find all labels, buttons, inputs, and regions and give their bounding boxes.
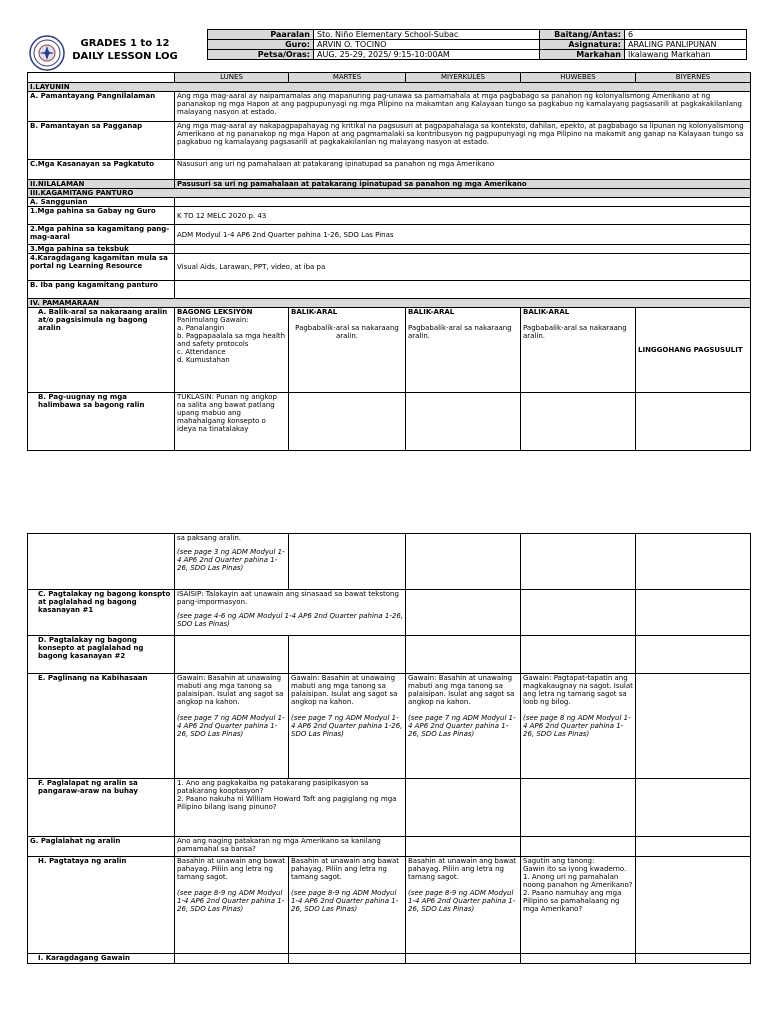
day-header-lunes: LUNES [175,73,289,83]
label-pamantayang-pangnilalaman: A. Pamantayang Pangnilalaman [28,92,175,122]
text-kasanayan: Nasusuri ang uri ng pamahalaan at patakarang ipinatupad sa panahon ng mga Amerikano [175,160,751,180]
section-kagamitan: III.KAGAMITANG PANTURO [28,189,751,198]
quarter-value: Ikalawang Markahan [625,50,747,60]
label-pagtataya: H. Pagtataya ng aralin [28,857,175,954]
lingguhang-pagsusulit: LINGGOHANG PAGSUSULIT [636,308,751,393]
school-value: Sto. Niño Elementary School-Subac [314,30,540,40]
gawain-text: Gawain: Basahin at unawaing mabuti ang mga tanong sa palaisipan. Isulat ang sagot sa angkop na kahon. [408,674,515,706]
gawain-ref: (see page 7 ng ADM Modyul 1-4 AP6 2nd Quarter pahina 1-26, SDO Las Pinas) [291,714,403,738]
sagutin-text: Sagutin ang tanong: Gawin ito sa iyong kwaderno. 1. Anong uri ng pamahalan noong panahon ng Amerikano? 2. Paano namuhay ang mga Pilipino sa pamahalaang ng mga Amerikano? [521,857,636,954]
cell-miyerkules-a [406,308,521,393]
pagtataya-ref: (see page 8-9 ng ADM Modyul 1-4 AP6 2nd Quarter pahina 1-26, SDO Las Pinas) [408,889,516,913]
cell-isaisip [175,590,406,636]
grade-label: Baitang/Antas: [540,30,625,40]
text-kagamitang-pang-mag-aaral: ADM Modyul 1-4 AP6 2nd Quarter pahina 1-26, SDO Las Pinas [175,225,751,245]
pagtapat-ref: (see page 8 ng ADM Modyul 1-4 AP6 2nd Quarter pahina 1-26, SDO Las Pinas) [523,714,631,738]
pagtataya-text: Basahin at unawain ang bawat pahayag. Piliin ang letra ng tamang sagot. [177,857,286,881]
gawain-ref: (see page 7 ng ADM Modyul 1-4 AP6 2nd Quarter pahina 1-26, SDO Las Pinas) [177,714,285,738]
gawain-text: Gawain: Basahin at unawaing mabuti ang mga tanong sa palaisipan. Isulat ang sagot sa angkop na kahon. [291,674,398,706]
label-iba-pang-kagamitan: B. Iba pang kagamitang panturo [28,281,175,299]
lesson-log-table-page2 [27,533,751,964]
section-layunin: I.LAYUNIN [28,83,751,92]
paglalapat-text: 1. Ano ang pagkakaiba ng patakarang pasipikasyon sa patakarang kooptasyon? 2. Paano nakuha ni William Howard Taft ang pagiglang ng mga Pilipino bilang isang pinuno? [175,779,406,837]
bagong-leksiyon-title: BAGONG LEKSIYON [177,308,253,316]
label-paglalapat: F. Paglalapat ng aralin sa pangaraw-araw na buhay [28,779,175,837]
cell-miyerkules-e [406,674,521,779]
text-gabay-ng-guro: K TO 12 MELC 2020 p. 43 [175,207,751,225]
label-kagamitang-pang-mag-aaral: 2.Mga pahina sa kagamitang pang-mag-aaral [28,225,175,245]
section-pamamaraan: IV. PAMAMARAAN [28,299,751,308]
tuklasin-cont-text: sa paksang aralin. [177,534,241,542]
pagtataya-ref: (see page 8-9 ng ADM Modyul 1-4 AP6 2nd Quarter pahina 1-26, SDO Las Pinas) [291,889,399,913]
text-nilalaman: Pasusuri sa uri ng pamahalaan at patakarang ipinatupad sa panahon ng mga Amerikano [175,180,751,189]
subject-label: Asignatura: [540,40,625,50]
subject-value: ARALING PANLIPUNAN [625,40,747,50]
label-pag-uugnay: B. Pag-uugnay ng mga halimbawa sa bagong ralin [28,393,175,451]
text-pamantayang-pangnilalaman: Ang mga mag-aaral ay naipamamalas ang mapanuring pag-unawa sa pamamahala at mga pagbabago sa panahon ng kolonyalismong Amerikano at ng pananakop ng mga Hapon at ang pagpupunyagi ng mga Pilipino na makamtan ang Kalayaan tungo sa pagkabuo ng kamalayang pagsasarili at pagkakakilanlang malayang nasyon at estado. [175,92,751,122]
cell-huwebes-e [521,674,636,779]
label-pamantayan-sa-pagganap: B. Pamantayan sa Pagganap [28,122,175,160]
cell-martes-a [289,308,406,393]
label-paglinang: E. Paglinang na Kabihasaan [28,674,175,779]
section-nilalaman: II.NILALAMAN [28,180,175,189]
cell-miyerkules-h [406,857,521,954]
date-value: AUG. 25-29, 2025/ 9:15-10:00AM [314,50,540,60]
text-pamantayan-sa-pagganap: Ang mga mag-aaral ay nakapagpapahayag ng kritikal na pagsusuri at pagpapahalaga sa konteksto, dahilan, epekto, at pagbabago sa lipunan ng kolonyalismong Amerikano at ng pananakop ng mga Hapon at ang pagmamalaki sa kontribusyon ng pagpupunyagi ng mga Pilipino na makamit ang ganap na Kalayaan tungo sa pagkabuo ng kamalayang pagsasarili at pagkakakilanlan ng malayang nasyon at estado. [175,122,751,160]
cell-huwebes-a [521,308,636,393]
label-karagdagang-gawain: I. Karagdagang Gawain [28,954,175,964]
label-pagtalakay-1: C. Pagtalakay ng bagong konspto at paglalahad ng bagong kasanayan #1 [28,590,175,636]
balik-aral-text: Pagbabalik-aral sa nakaraang aralin. [295,324,399,340]
lesson-log-table-page1 [27,72,751,451]
cell-lunes-e [175,674,289,779]
pagtapat-text: Gawain: Pagtapat-tapatin ang magkakaugnay na sagot. Isulat ang letra ng tamang sagot sa loob ng bilog. [523,674,633,706]
text-learning-resource: Visual Aids, Larawan, PPT, video, at iba pa [175,254,751,281]
balik-aral-text: Pagbabalik-aral sa nakaraang aralin. [408,324,512,340]
balik-aral-text: Pagbabalik-aral sa nakaraang aralin. [523,324,627,340]
cell-lunes-a [175,308,289,393]
label-balik-aral: A. Balik-aral sa nakaraang aralin at/o pagsisimula ng bagong aralin [28,308,175,393]
tuklasin-ref: (see page 3 ng ADM Modyul 1-4 AP6 2nd Quarter pahina 1-26, SDO Las Pinas) [177,548,285,572]
cell-martes-e [289,674,406,779]
label-learning-resource: 4.Karagdagang kagamitan mula sa portal ng Learning Resource [28,254,175,281]
paglalahat-text: Ano ang naging patakaran ng mga Amerikano sa kanilang pamamahal sa bansa? [175,837,406,857]
isaisip-text: ISAISIP: Talakayin aat unawain ang sinasaad sa bawat tekstong pang-impormasyon. [177,590,399,606]
cell-martes-h [289,857,406,954]
day-header-huwebes: HUWEBES [521,73,636,83]
label-teksbuk: 3.Mga pahina sa teksbuk [28,245,175,254]
pagtataya-ref: (see page 8-9 ng ADM Modyul 1-4 AP6 2nd Quarter pahina 1-26, SDO Las Pinas) [177,889,285,913]
label-pagtalakay-2: D. Pagtalakay ng bagong konsepto at paglalahad ng bagong kasanayan #2 [28,636,175,674]
panimulang-gawain-text: Panimulang Gawain: a. Panalangin b. Pagpapaalala sa mga health and safety protocols c. Attendance d. Kumustahan [177,316,286,364]
day-header-martes: MARTES [289,73,406,83]
gawain-ref: (see page 7 ng ADM Modyul 1-4 AP6 2nd Quarter pahina 1-26, SDO Las Pinas) [408,714,516,738]
label-sanggunian: A. Sanggunian [28,198,175,207]
quarter-label: Markahan [540,50,625,60]
teacher-label: Guro: [208,40,314,50]
pagtataya-text: Basahin at unawain ang bawat pahayag. Piliin ang letra ng tamang sagot. [291,857,400,881]
label-kasanayan: C.Mga Kasanayan sa Pagkatuto [28,160,175,180]
balik-aral-title: BALIK-ARAL [291,308,338,316]
isaisip-ref: (see page 4-6 ng ADM Modyul 1-4 AP6 2nd Quarter pahina 1-26, SDO Las Pinas) [177,612,403,628]
date-label: Petsa/Oras: [208,50,314,60]
tuklasin-text: TUKLASIN: Punan ng angkop na salita ang bawat patlang upang mabuo ang mahahalgang konsepto o ideya na tinatalakay [175,393,289,451]
balik-aral-title: BALIK-ARAL [408,308,455,316]
label-gabay-ng-guro: 1.Mga pahina sa Gabay ng Guro [28,207,175,225]
document-title: GRADES 1 to 12 DAILY LESSON LOG [72,38,178,62]
balik-aral-title: BALIK-ARAL [523,308,570,316]
gawain-text: Gawain: Basahin at unawaing mabuti ang mga tanong sa palaisipan. Isulat ang sagot sa angkop na kahon. [177,674,284,706]
label-paglalahat: G. Paglalahat ng aralin [28,837,175,857]
school-label: Paaralan [208,30,314,40]
header-info-table [207,29,747,60]
day-header-biyernes: BIYERNES [636,73,751,83]
pagtataya-text: Basahin at unawain ang bawat pahayag. Piliin ang letra ng tamang sagot. [408,857,517,881]
cell-lunes-h [175,857,289,954]
day-header-miyerkules: MIYERKULES [406,73,521,83]
deped-seal-logo [29,35,65,71]
cell-lunes-b-cont [175,534,289,590]
teacher-value: ARVIN O. TOCINO [314,40,540,50]
grade-value: 6 [625,30,747,40]
